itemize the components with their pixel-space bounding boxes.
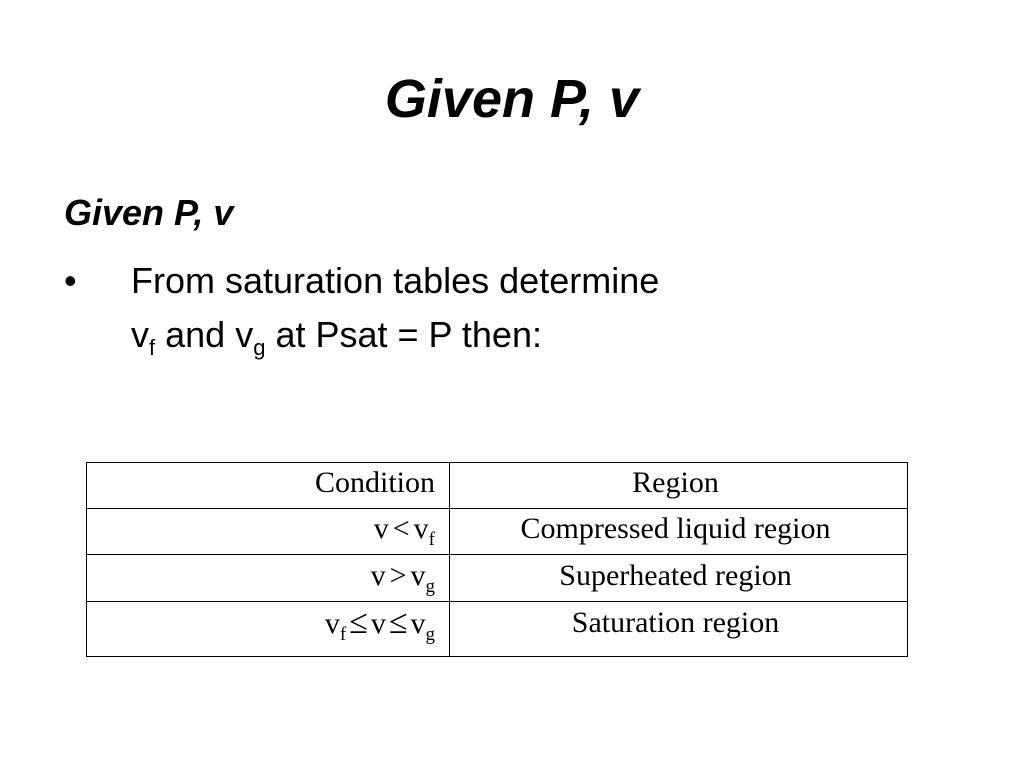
- header-condition: Condition: [87, 463, 450, 509]
- region-cell: Superheated region: [450, 555, 908, 602]
- condition-operator-1: ≤: [349, 604, 368, 641]
- v-symbol: v: [131, 314, 149, 355]
- condition-rhs-subscript: f: [428, 529, 435, 550]
- region-cell: Compressed liquid region: [450, 509, 908, 555]
- condition-cell: [87, 555, 450, 602]
- condition-a-subscript: f: [339, 624, 347, 645]
- table-row: [87, 602, 908, 657]
- condition-c: v: [410, 607, 426, 640]
- condition-rhs: v: [410, 559, 426, 592]
- subtitle: Given P, v: [64, 192, 234, 233]
- condition-rhs-subscript: g: [425, 576, 435, 597]
- region-cell: Saturation region: [450, 602, 908, 657]
- condition-operator: <: [392, 512, 410, 545]
- subscript-g: g: [253, 335, 266, 360]
- bullet-line-2-end: at Psat = P then:: [265, 314, 542, 355]
- condition-rhs: v: [413, 512, 429, 545]
- condition-c-subscript: g: [425, 624, 435, 645]
- page-title: Given P, v: [384, 69, 640, 129]
- bullet-marker: •: [64, 260, 77, 301]
- condition-lhs: v: [370, 559, 386, 592]
- condition-operator-2: ≤: [388, 604, 408, 641]
- header-region: Region: [450, 463, 908, 509]
- bullet-line-2: [131, 308, 951, 362]
- condition-b: v: [370, 607, 386, 640]
- condition-a: v: [324, 607, 340, 640]
- region-table: [86, 462, 908, 657]
- table-row: [87, 555, 908, 602]
- condition-operator: >: [389, 559, 407, 592]
- condition-lhs: v: [373, 512, 389, 545]
- condition-cell: [87, 602, 450, 657]
- bullet-line-1: From saturation tables determine: [131, 260, 660, 301]
- bullet-line-2-mid: and v: [155, 314, 254, 355]
- bullet-text: [131, 254, 951, 362]
- table-header-row: [87, 463, 908, 509]
- condition-cell: [87, 509, 450, 555]
- subscript-f: f: [149, 335, 156, 360]
- table-row: [87, 509, 908, 555]
